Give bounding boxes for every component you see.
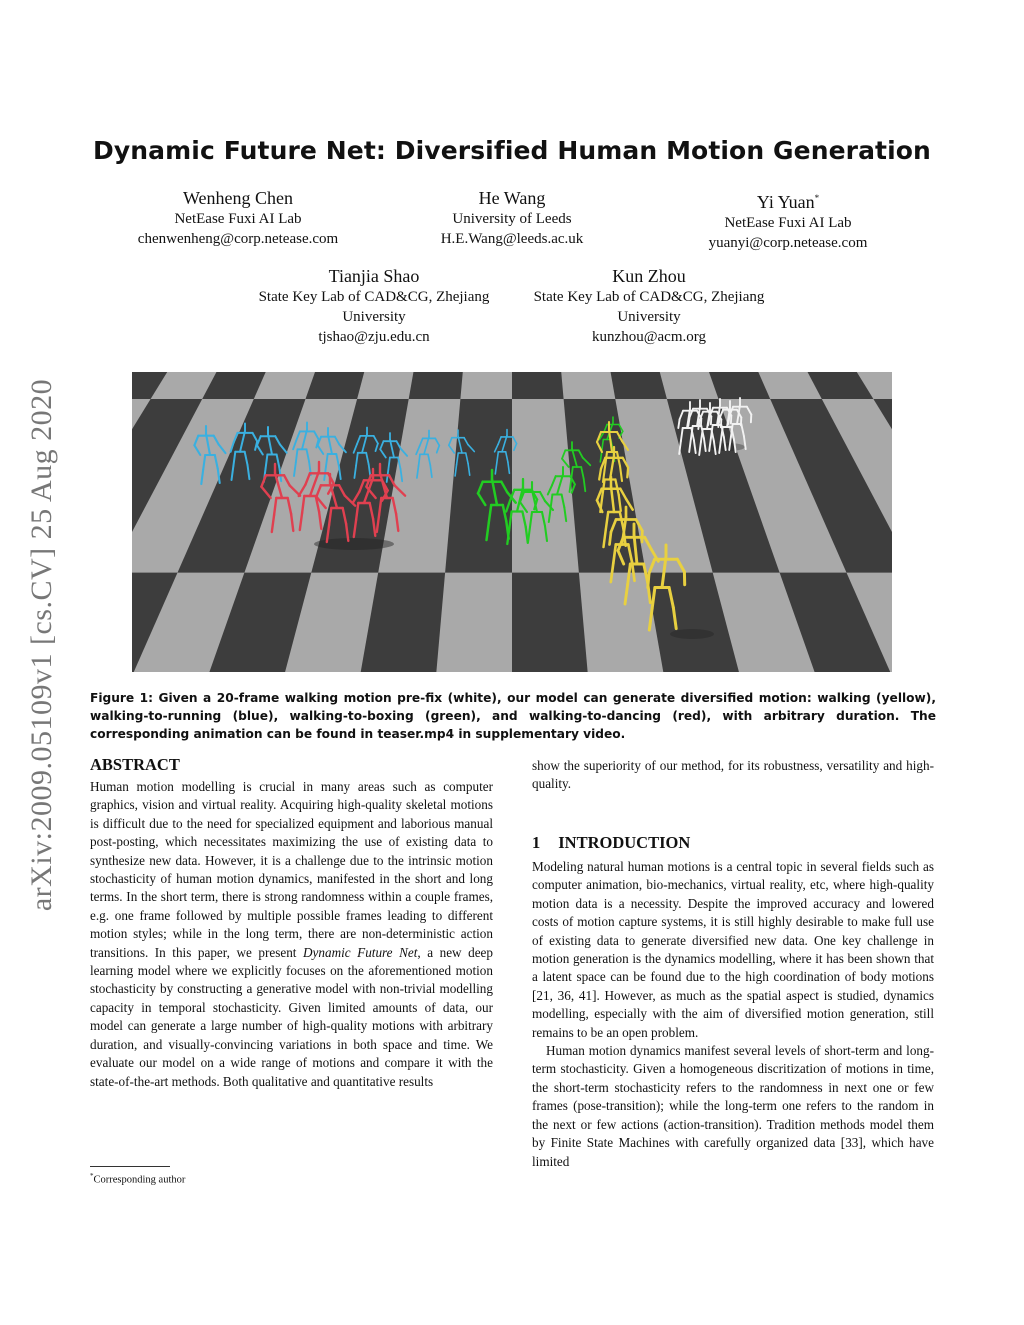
author-name: Wenheng Chen bbox=[182, 188, 294, 208]
author-affiliation: State Key Lab of CAD&CG, Zhejiang bbox=[533, 289, 765, 305]
arxiv-identifier: arXiv:2009.05109v1 [cs.CV] 25 Aug 2020 bbox=[25, 378, 58, 912]
arxiv-side-stamp bbox=[12, 340, 72, 950]
introduction-body bbox=[532, 858, 934, 1171]
introduction-heading bbox=[532, 833, 934, 853]
author-block bbox=[100, 187, 376, 249]
author-email: yuanyi@corp.netease.com bbox=[708, 235, 868, 251]
author-block bbox=[392, 187, 632, 249]
abstract-body: Human motion modelling is crucial in many areas such as computer graphics, vision and virtual reality. Acquiring high-quality skeletal motions is difficult due to the need for specialized equipment and laborious manual post-posting, which necessitates maximizing the use of existing data to synthesize new data. However, it is a challenge due to the intrinsic motion stochasticity of human motion dynamics, manifested in the short and long terms. In the short term, there is strong randomness within a couple frames, e.g. one frame followed by multiple possible frames leading to different motion styles; while in the long term, there are non-deterministic action transitions. In this paper, we present Dynamic Future Net, a new deep learning model where we explicitly focuses on the aforementioned motion stochasticity by constructing a generative model with non-trivial modelling capacity in temporal stochasticity. Given limited amounts of data, our model can generate a large number of high-quality motions with arbitrary duration, and visually-convincing variations in both space and time. We evaluate our model on a wide range of motions and compare it with the state-of-the-art methods. Both qualitative and quantitative results bbox=[90, 779, 494, 1089]
author-affiliation: University bbox=[342, 309, 406, 325]
model-name: Dynamic Future Net bbox=[303, 944, 418, 960]
author-affiliation: University bbox=[617, 309, 681, 325]
author-name: Kun Zhou bbox=[612, 266, 686, 286]
author-email: kunzhou@acm.org bbox=[592, 329, 706, 345]
author-affiliation: University of Leeds bbox=[452, 211, 572, 227]
footnote-rule bbox=[90, 1166, 170, 1167]
author-block bbox=[660, 187, 916, 253]
footnote: *Corresponding author bbox=[90, 1172, 186, 1186]
author-name: He Wang bbox=[478, 188, 546, 208]
abstract-heading: ABSTRACT bbox=[90, 755, 180, 774]
abstract-section bbox=[90, 755, 493, 1091]
paragraph: Modeling natural human motions is a central topic in several fields such as computer animation, bio-mechanics, virtual reality, etc, where high-quality motion data is a necessity. Despite the improved accuracy and lowered costs of motion capture systems, it is still highly desirable to make full use of existing data to generate diversified new data. One key challenge in motion generation is the dynamics modelling, where it has been shown that a latent space can be found due to the high coordination of body motions [21, 36, 41]. However, as much as the spatial aspect is studied, dynamics modelling, especially with the aim of diversified motion generation, still remains to be an open problem. bbox=[532, 859, 934, 1040]
author-email: chenwenheng@corp.netease.com bbox=[137, 231, 339, 247]
abstract-continued: show the superiority of our method, for its robustness, versatility and high-quality. bbox=[532, 758, 934, 792]
author-name: Yi Yuan* bbox=[756, 192, 820, 212]
section-number: 1 bbox=[532, 833, 541, 852]
paper-title: Dynamic Future Net: Diversified Human Motion Generation bbox=[93, 136, 931, 165]
author-block bbox=[240, 265, 508, 347]
corresponding-mark: * bbox=[814, 193, 820, 203]
author-affiliation: NetEase Fuxi AI Lab bbox=[174, 211, 302, 227]
section-title: INTRODUCTION bbox=[558, 833, 691, 852]
author-block bbox=[515, 265, 783, 347]
checker-tile bbox=[460, 372, 512, 399]
figure-caption: Figure 1: Given a 20-frame walking motion pre-fix (white), our model can generate diversified motion: walking (yellow), walking-to-running (blue), walking-to-boxing (green), and walking-to-dancing (red), with arbitrary duration. The corresponding animation can be found in teaser.mp4 in supplementary video. bbox=[90, 691, 936, 741]
author-email: H.E.Wang@leeds.ac.uk bbox=[440, 231, 584, 247]
author-affiliation: NetEase Fuxi AI Lab bbox=[724, 215, 852, 231]
paragraph: Human motion dynamics manifest several levels of short-term and long-term stochasticity. Given a homogeneous discritization of motions in time, the short-term stochasticity refers to the randomness in next one or few frames (pose-transition); while the long-term one refers to the random in the next or few actions (action-transition). Tradition methods model them by Finite State Machines with carefully organized data [33], which have limited bbox=[532, 1043, 934, 1169]
author-email: tjshao@zju.edu.cn bbox=[318, 329, 430, 345]
teaser-figure bbox=[132, 372, 892, 672]
author-affiliation: State Key Lab of CAD&CG, Zhejiang bbox=[258, 289, 490, 305]
author-name: Tianjia Shao bbox=[328, 266, 420, 286]
introduction-section bbox=[532, 833, 934, 1171]
